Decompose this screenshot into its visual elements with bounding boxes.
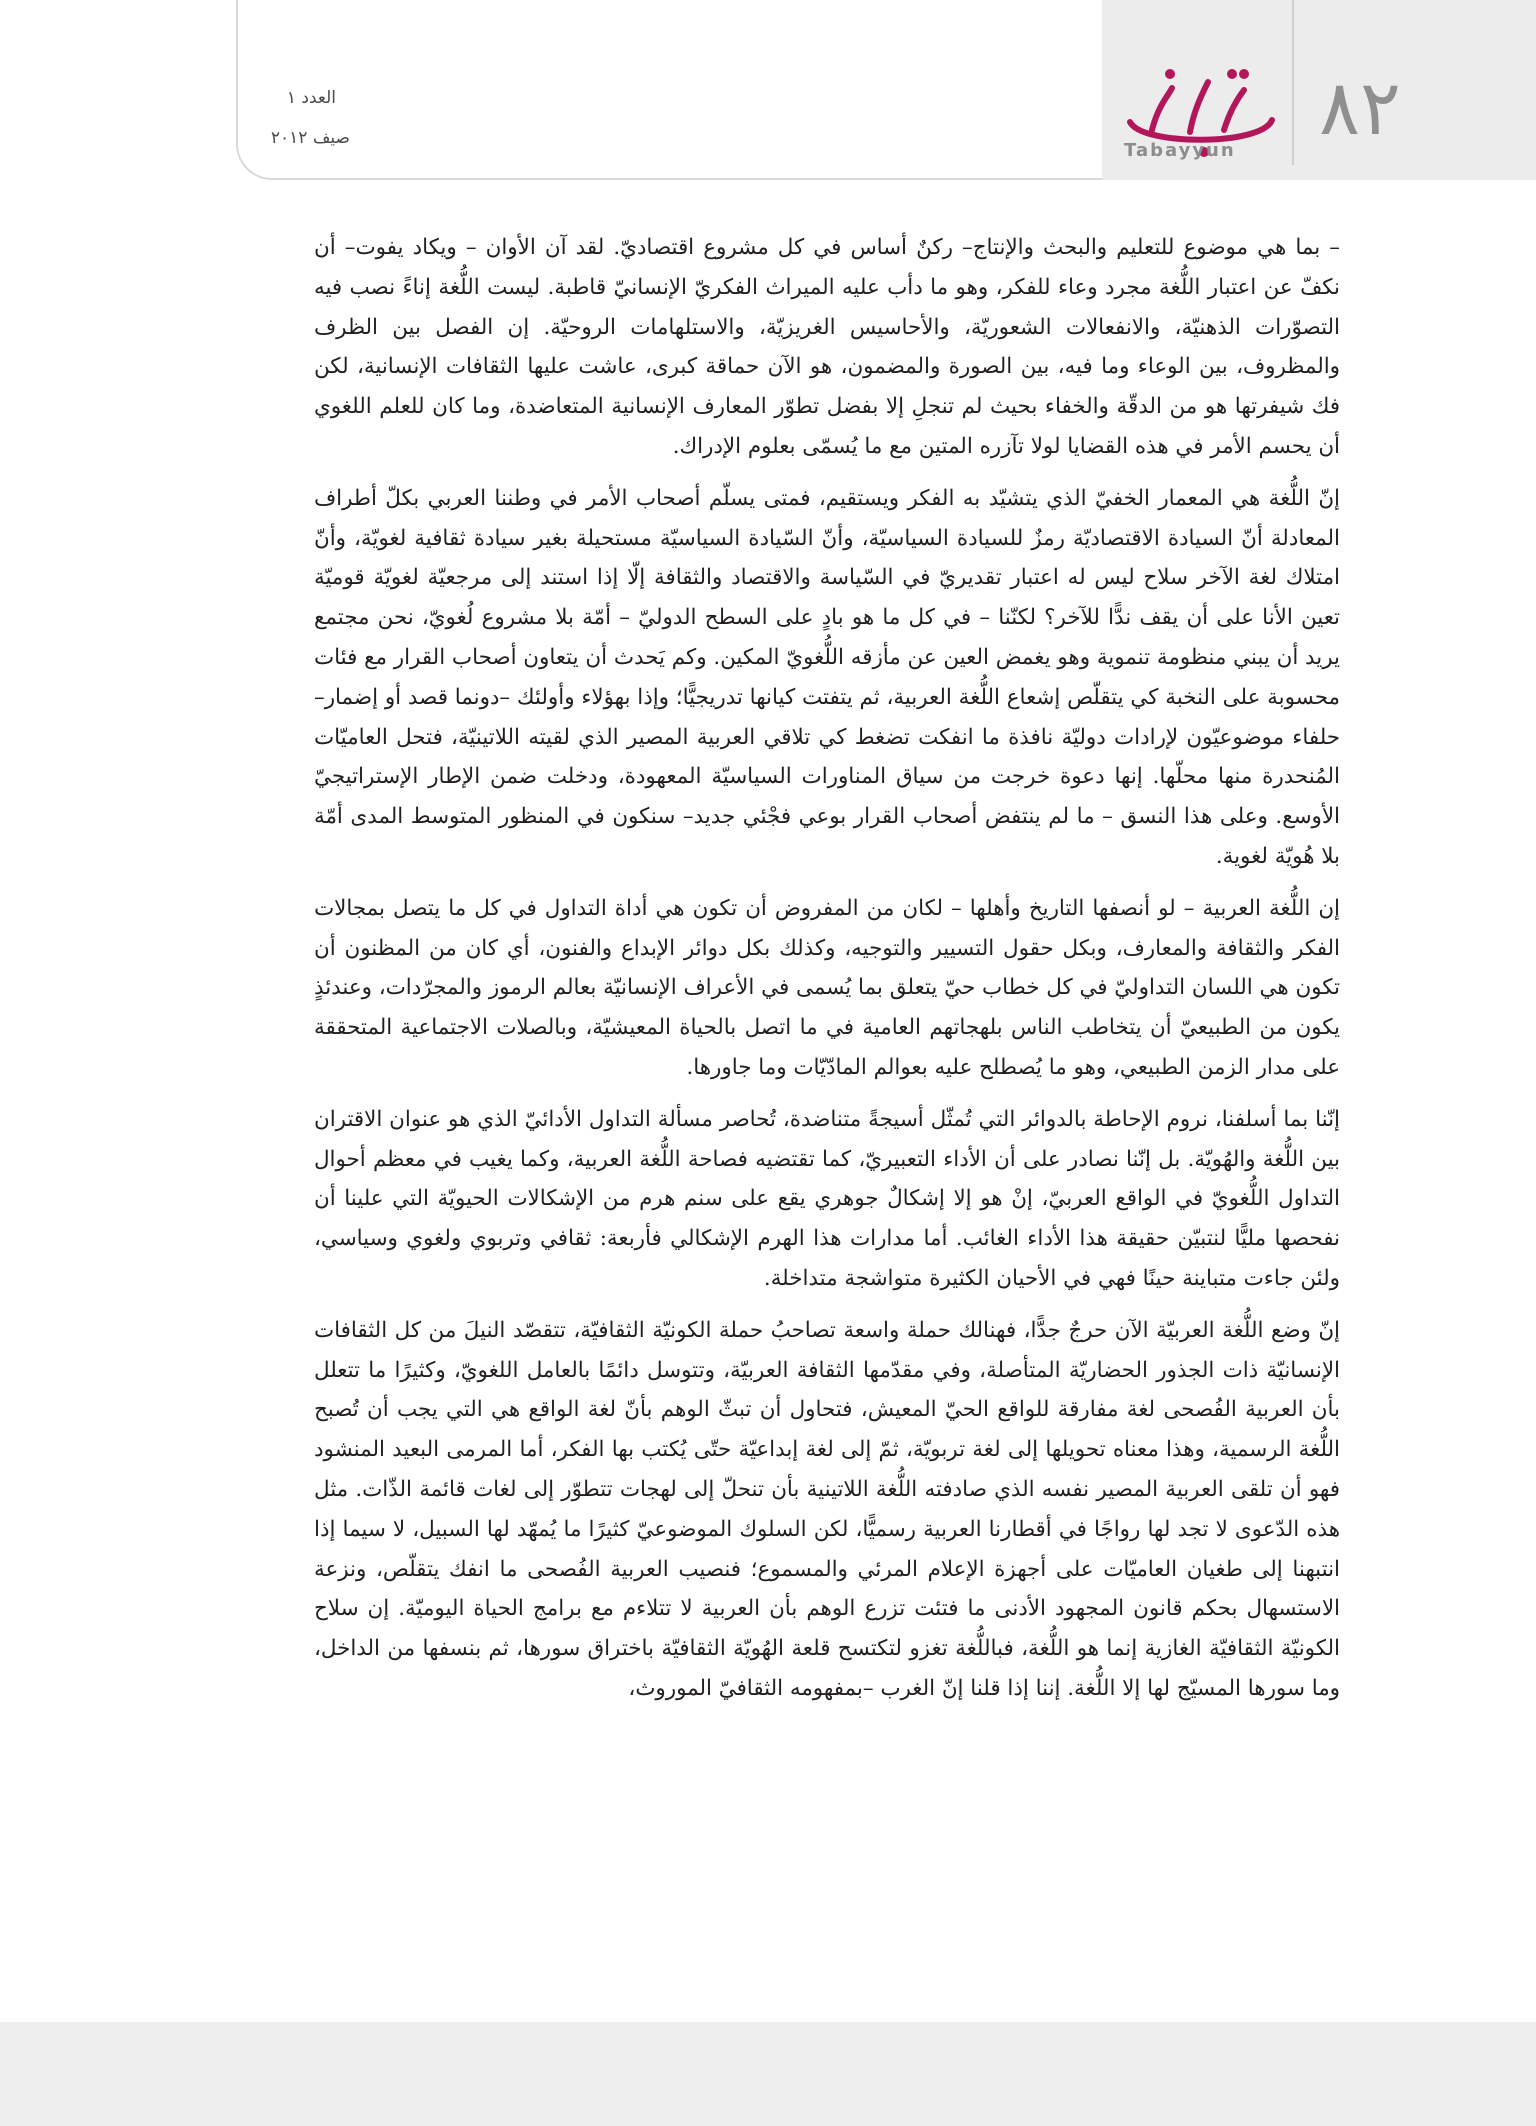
- page-number: ٨٢: [1319, 63, 1401, 152]
- issue-label: العدد ١: [286, 88, 336, 108]
- article-paragraph: إن اللُّغة العربية – لو أنصفها التاريخ وأهلها – لكان من المفروض أن تكون هي أداة التداول في كل ما يتصل بمجالات الفكر والثقافة والمعارف، وبكل حقول التسيير والتوجيه، وكذلك بكل دوائر الإبداع والفنون، أي كان من المظنون أن تكون هي اللسان التداوليّ في كل خطاب حيّ يتعلق بما يُسمى في الأعراف الإنسانيّة بعالم الرموز والمجرّدات، وعندئذٍ يكون من الطبيعيّ أن يتخاطب الناس بلهجاتهم العامية في ما اتصل بالحياة المعيشيّة، وبالصلات الاجتماعية المتحققة على مدار الزمن الطبيعي، وهو ما يُصطلح عليه بعوالم المادّيّات وما جاورها.: [314, 895, 1340, 1080]
- season-label: صيف ٢٠١٢: [270, 128, 350, 148]
- article-paragraph: إنّنا بما أسلفنا، نروم الإحاطة بالدوائر التي تُمثّل أسيجةً متناضدة، تُحاصر مسألة التداول الأدائيّ الذي هو عنوان الاقتران بين اللُّغة والهُويّة. بل إنّنا نصادر على أن الأداء التعبيريّ، كما تقتضيه فصاحة اللُّغة العربية، وكما يغيب في معظم أحوال التداول اللُّغويّ في الواقع العربيّ، إنْ هو إلا إشكالٌ جوهري يقع على سنم هرم من الإشكالات الحيويّة التي علينا أن نفحصها مليًّا لنتبيّن حقيقة هذا الأداء الغائب. أما مدارات هذا الهرم الإشكالي فأربعة: ثقافي وتربوي ولغوي وسياسي، ولئن جاءت متباينة حينًا فهي في الأحيان الكثيرة متواشجة متداخلة.: [314, 1106, 1340, 1291]
- footer-band: [0, 2022, 1536, 2126]
- header-divider: [1292, 0, 1294, 165]
- logo-latin-text: Tabayyun: [1124, 140, 1236, 161]
- article-paragraph: إنّ اللُّغة هي المعمار الخفيّ الذي يتشيّد به الفكر ويستقيم، فمتى يسلّم أصحاب الأمر في وطننا العربي بكلّ أطراف المعادلة أنّ السيادة الاقتصاديّة رمزٌ للسيادة السياسيّة، وأنّ السّيادة السياسيّة مستحيلة بغير سيادة ثقافية لغويّة، وأنّ امتلاك لغة الآخر سلاح ليس له اعتبار تقديريّ في السّياسة والاقتصاد والثقافة إلّا إذا استند إلى مرجعيّة لغويّة قوميّة تعين الأنا على أن يقف ندًّا للآخر؟ لكنّنا – في كل ما هو بادٍ على السطح الدوليّ – أمّة بلا مشروع لُغويّ، نحن مجتمع يريد أن يبني منظومة تنموية وهو يغمض العين عن مأزقه اللُّغويّ المكين. وكم يَحدث أن يتعاون أصحاب القرار مع فئات محسوبة على النخبة كي يتقلّص إشعاع اللُّغة العربية، ثم يتفتت كيانها تدريجيًّا؛ وإذا بهؤلاء وأولئك –دونما قصد أو إضمار– حلفاء موضوعيّون لإرادات دوليّة نافذة ما انفكت تضغط كي تلاقي العربية المصير الذي لقيته اللاتينيّة، فتحل العاميّات المُنحدرة منها محلّها. إنها دعوة خرجت من سياق المناورات السياسيّة المعهودة، ودخلت ضمن الإطار الإستراتيجيّ الأوسع. وعلى هذا النسق – ما لم ينتفض أصحاب القرار بوعي فجْئي جديد– سنكون في المنظور المتوسط المدى أمّة بلا هُويّة لغوية.: [314, 485, 1340, 869]
- article-body: [314, 228, 1340, 1721]
- article-paragraph: – بما هي موضوع للتعليم والبحث والإنتاج– ركنٌ أساس في كل مشروع اقتصاديّ. لقد آن الأوان – ويكاد يفوت– أن نكفّ عن اعتبار اللُّغة مجرد وعاء للفكر، وهو ما دأب عليه الميراث الفكريّ الإنسانيّ قاطبة. ليست اللُّغة إناءً نصب فيه التصوّرات الذهنيّة، والانفعالات الشعوريّة، والأحاسيس الغريزيّة، والاستلهامات الروحيّة. إن الفصل بين الظرف والمظروف، بين الوعاء وما فيه، بين الصورة والمضمون، هو الآن حماقة كبرى، عاشت عليها الثقافات الإنسانية، لكن فك شيفرتها هو من الدقّة والخفاء بحيث لم تنجلِ إلا بفضل تطوّر المعارف الإنسانية المتعاضدة، وما كان للعلم اللغوي أن يحسم الأمر في هذه القضايا لولا تآزره المتين مع ما يُسمّى بعلوم الإدراك.: [314, 235, 1340, 459]
- article-paragraph: إنّ وضع اللُّغة العربيّة الآن حرجٌ جدًّا، فهنالك حملة واسعة تصاحبُ حملة الكونيّة الثقافيّة، تتقصّد النيلَ من كل الثقافات الإنسانيّة ذات الجذور الحضاريّة المتأصلة، وفي مقدّمها الثقافة العربيّة، وتتوسل دائمًا بالعامل اللغويّ، وكثيرًا ما تتعلل بأن العربية الفُصحى لغة مفارقة للواقع الحيّ المعيش، فتحاول أن تبثّ الوهم بأنّ لغة الواقع هي التي يجب أن تُصبح اللُّغة الرسمية، وهذا معناه تحويلها إلى لغة تربويّة، ثمّ إلى لغة إبداعيّة حتّى يُكتب بها الفكر، أما المرمى البعيد المنشود فهو أن تلقى العربية المصير نفسه الذي صادفته اللُّغة اللاتينية بأن تنحلّ إلى لهجات تتطوّر إلى لغات قائمة الذّات. مثل هذه الدّعوى لا تجد لها رواجًا في أقطارنا العربية رسميًّا، لكن السلوك الموضوعيّ كثيرًا ما يُمهّد لها السبيل، لا سيما إذا انتبهنا إلى طغيان العاميّات على أجهزة الإعلام المرئي والمسموع؛ فنصيب العربية الفُصحى ما انفك يتقلّص، ونزعة الاستسهال بحكم قانون المجهود الأدنى ما فتئت تزرع الوهم بأن العربية لا تتلاءم مع برامج الحياة اليوميّة. إن سلاح الكونيّة الثقافيّة الغازية إنما هو اللُّغة، فباللُّغة تغزو لتكتسح قلعة الهُويّة الثقافيّة باختراق سورها، ثم بنسفها من الداخل، وما سورها المسيّج لها إلا اللُّغة. إننا إذا قلنا إنّ الغرب –بمفهومه الثقافيّ الموروث،: [314, 1317, 1340, 1701]
